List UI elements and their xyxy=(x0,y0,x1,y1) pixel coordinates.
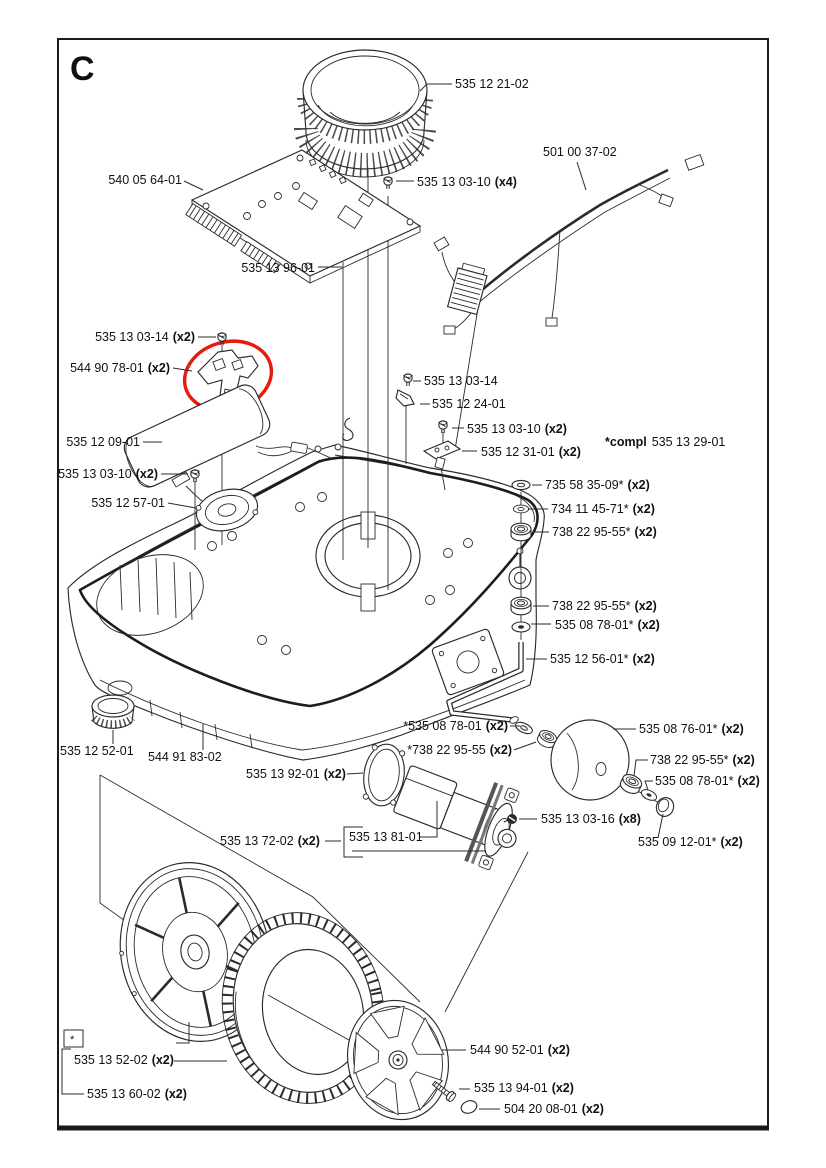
label-speaker: 535 12 57-01 xyxy=(91,496,165,510)
label-w2: 734 11 45-71* (x2) xyxy=(551,502,655,516)
label-speaker-screws: 535 13 03-10 (x2) xyxy=(58,467,158,481)
label-plate: 535 12 31-01 (x2) xyxy=(481,445,581,459)
label-compl: *compl 535 13 29-01 xyxy=(605,435,726,449)
label-hub-screw: 535 13 94-01 (x2) xyxy=(474,1081,574,1095)
label-plate-screws: 535 13 03-10 (x2) xyxy=(467,422,567,436)
label-w3: 738 22 95-55* (x2) xyxy=(552,525,657,539)
label-hub-washer: 504 20 08-01 (x2) xyxy=(504,1102,604,1116)
label-w7: *738 22 95-55 (x2) xyxy=(407,743,512,757)
label-w9: 535 08 78-01* (x2) xyxy=(655,774,760,788)
label-chassis: 544 91 83-02 xyxy=(148,750,222,764)
label-star: * xyxy=(70,1034,75,1046)
label-wheel-rim: 535 13 52-02 (x2) xyxy=(74,1053,174,1067)
label-motor: 535 13 81-01 xyxy=(349,830,423,844)
label-harness: 501 00 37-02 xyxy=(543,145,617,159)
label-w6: *535 08 78-01 (x2) xyxy=(403,719,508,733)
label-pcb-screws: 535 13 03-10 (x4) xyxy=(417,175,517,189)
label-battery: 535 12 09-01 xyxy=(66,435,140,449)
label-clip-screw: 535 13 03-14 xyxy=(424,374,498,388)
label-bracket: 544 90 78-01 (x2) xyxy=(70,361,170,375)
label-clip: 535 12 24-01 xyxy=(432,397,506,411)
label-hubcap: 544 90 52-01 (x2) xyxy=(470,1043,570,1057)
label-pcb: 540 05 64-01 xyxy=(108,173,182,187)
label-filter-holder: 535 13 96-01 xyxy=(241,261,315,275)
label-chassis-cap: 535 12 52-01 xyxy=(60,744,134,758)
label-tire: 535 13 60-02 (x2) xyxy=(87,1087,187,1101)
label-w4: 738 22 95-55* (x2) xyxy=(552,599,657,613)
label-motor-mount: 535 13 72-02 (x2) xyxy=(220,834,320,848)
label-cap-front: 535 09 12-01* (x2) xyxy=(638,835,743,849)
part-front-wheel xyxy=(551,720,629,800)
label-bracket-screws: 535 13 03-14 (x2) xyxy=(95,330,195,344)
label-motor-screws: 535 13 03-16 (x8) xyxy=(541,812,641,826)
label-w1: 735 58 35-09* (x2) xyxy=(545,478,650,492)
label-w8: 738 22 95-55* (x2) xyxy=(650,753,755,767)
label-gasket: 535 13 92-01 (x2) xyxy=(246,767,346,781)
label-front-wheel: 535 08 76-01* (x2) xyxy=(639,722,744,736)
label-axle: 535 12 56-01* (x2) xyxy=(550,652,655,666)
label-w5: 535 08 78-01* (x2) xyxy=(555,618,660,632)
label-drum: 535 12 21-02 xyxy=(455,77,529,91)
section-letter: C xyxy=(70,50,95,88)
part-chassis-cap xyxy=(92,695,134,728)
